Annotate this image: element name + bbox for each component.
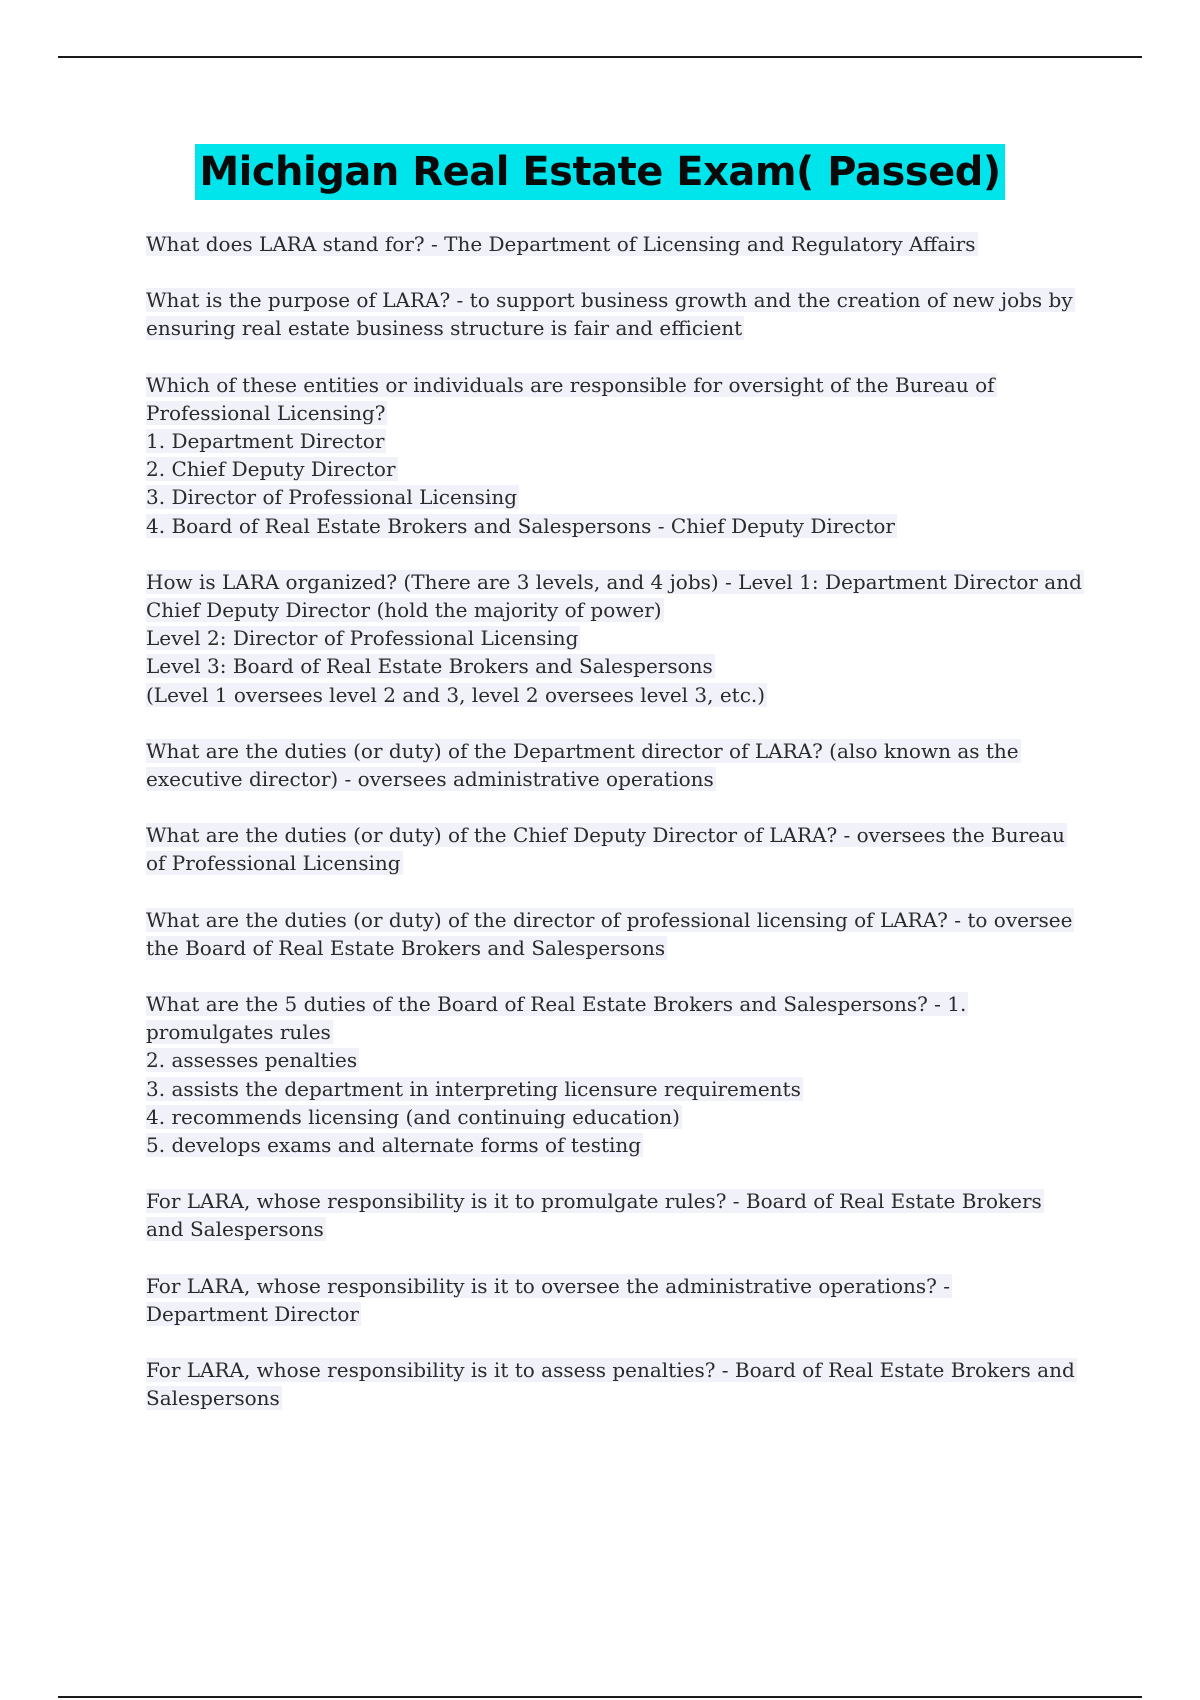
qa-line-text: What is the purpose of LARA? - to support business growth and the creation of new jobs by: [146, 288, 1073, 313]
qa-line-text: of Professional Licensing: [146, 851, 401, 876]
qa-item: [146, 1187, 1096, 1243]
qa-line-text: 3. assists the department in interpreting licensure requirements: [146, 1076, 801, 1101]
qa-line-text: For LARA, whose responsibility is it to oversee the administrative operations? -: [146, 1273, 950, 1298]
qa-line: [146, 1356, 1096, 1384]
qa-item: [146, 371, 1096, 540]
qa-line: [146, 990, 1096, 1018]
qa-line: [146, 596, 1096, 624]
qa-line: [146, 483, 1096, 511]
qa-line-text: Professional Licensing?: [146, 400, 386, 425]
qa-line-text: What are the duties (or duty) of the director of professional licensing of LARA? - to oversee: [146, 907, 1073, 932]
qa-line-text: 4. Board of Real Estate Brokers and Salespersons - Chief Deputy Director: [146, 513, 895, 538]
qa-item: [146, 568, 1096, 709]
header-rule: [58, 56, 1142, 58]
qa-line-text: Salespersons: [146, 1386, 280, 1411]
qa-line: [146, 399, 1096, 427]
qa-line: [146, 737, 1096, 765]
qa-item: [146, 737, 1096, 793]
qa-line-text: Level 2: Director of Professional Licensing: [146, 626, 579, 651]
title-container: [0, 144, 1200, 200]
qa-item: [146, 906, 1096, 962]
qa-line-text: promulgates rules: [146, 1020, 331, 1045]
qa-item: [146, 1356, 1096, 1412]
qa-line-text: What are the duties (or duty) of the Department director of LARA? (also known as the: [146, 738, 1019, 763]
qa-line-text: For LARA, whose responsibility is it to promulgate rules? - Board of Real Estate Brokers: [146, 1189, 1042, 1214]
qa-line: [146, 849, 1096, 877]
qa-line: [146, 1075, 1096, 1103]
qa-item: [146, 990, 1096, 1159]
qa-line: [146, 230, 1096, 258]
qa-item: [146, 286, 1096, 342]
qa-line: [146, 1300, 1096, 1328]
qa-line: [146, 1187, 1096, 1215]
qa-line-text: the Board of Real Estate Brokers and Salespersons: [146, 935, 666, 960]
qa-line-text: 4. recommends licensing (and continuing education): [146, 1104, 680, 1129]
qa-line: [146, 455, 1096, 483]
qa-line-text: Level 3: Board of Real Estate Brokers and Salespersons: [146, 654, 713, 679]
qa-line-text: (Level 1 oversees level 2 and 3, level 2 oversees level 3, etc.): [146, 682, 766, 707]
qa-line: [146, 652, 1096, 680]
qa-line: [146, 512, 1096, 540]
qa-line-text: What are the duties (or duty) of the Chief Deputy Director of LARA? - oversees the Bureau: [146, 823, 1065, 848]
qa-line-text: For LARA, whose responsibility is it to assess penalties? - Board of Real Estate Brokers and: [146, 1358, 1075, 1383]
qa-line: [146, 1046, 1096, 1074]
qa-line: [146, 371, 1096, 399]
qa-line: [146, 821, 1096, 849]
qa-line-text: 3. Director of Professional Licensing: [146, 485, 518, 510]
qa-line: [146, 1131, 1096, 1159]
qa-list: [146, 230, 1096, 1441]
qa-line: [146, 765, 1096, 793]
qa-line: [146, 1018, 1096, 1046]
qa-line: [146, 934, 1096, 962]
qa-line-text: ensuring real estate business structure is fair and efficient: [146, 316, 743, 341]
qa-line: [146, 286, 1096, 314]
footer-rule: [58, 1696, 1142, 1698]
qa-line: [146, 314, 1096, 342]
qa-line-text: executive director) - oversees administrative operations: [146, 767, 714, 792]
qa-line: [146, 1103, 1096, 1131]
qa-line-text: Chief Deputy Director (hold the majority of power): [146, 598, 662, 623]
qa-line: [146, 624, 1096, 652]
qa-line: [146, 1215, 1096, 1243]
qa-item: [146, 1272, 1096, 1328]
qa-item: [146, 230, 1096, 258]
qa-line-text: 2. assesses penalties: [146, 1048, 358, 1073]
qa-line-text: 1. Department Director: [146, 429, 385, 454]
qa-line-text: How is LARA organized? (There are 3 levels, and 4 jobs) - Level 1: Department Director and: [146, 569, 1082, 594]
qa-line-text: and Salespersons: [146, 1217, 324, 1242]
qa-line: [146, 568, 1096, 596]
document-title: Michigan Real Estate Exam( Passed): [195, 144, 1004, 200]
qa-line: [146, 1272, 1096, 1300]
qa-line-text: 5. develops exams and alternate forms of testing: [146, 1133, 642, 1158]
qa-line: [146, 1384, 1096, 1412]
qa-line-text: Department Director: [146, 1301, 359, 1326]
qa-line: [146, 427, 1096, 455]
qa-line-text: What are the 5 duties of the Board of Real Estate Brokers and Salespersons? - 1.: [146, 992, 967, 1017]
qa-line-text: 2. Chief Deputy Director: [146, 457, 396, 482]
qa-item: [146, 821, 1096, 877]
qa-line-text: Which of these entities or individuals are responsible for oversight of the Bureau of: [146, 372, 995, 397]
qa-line-text: What does LARA stand for? - The Department of Licensing and Regulatory Affairs: [146, 232, 976, 256]
qa-line: [146, 906, 1096, 934]
qa-line: [146, 681, 1096, 709]
